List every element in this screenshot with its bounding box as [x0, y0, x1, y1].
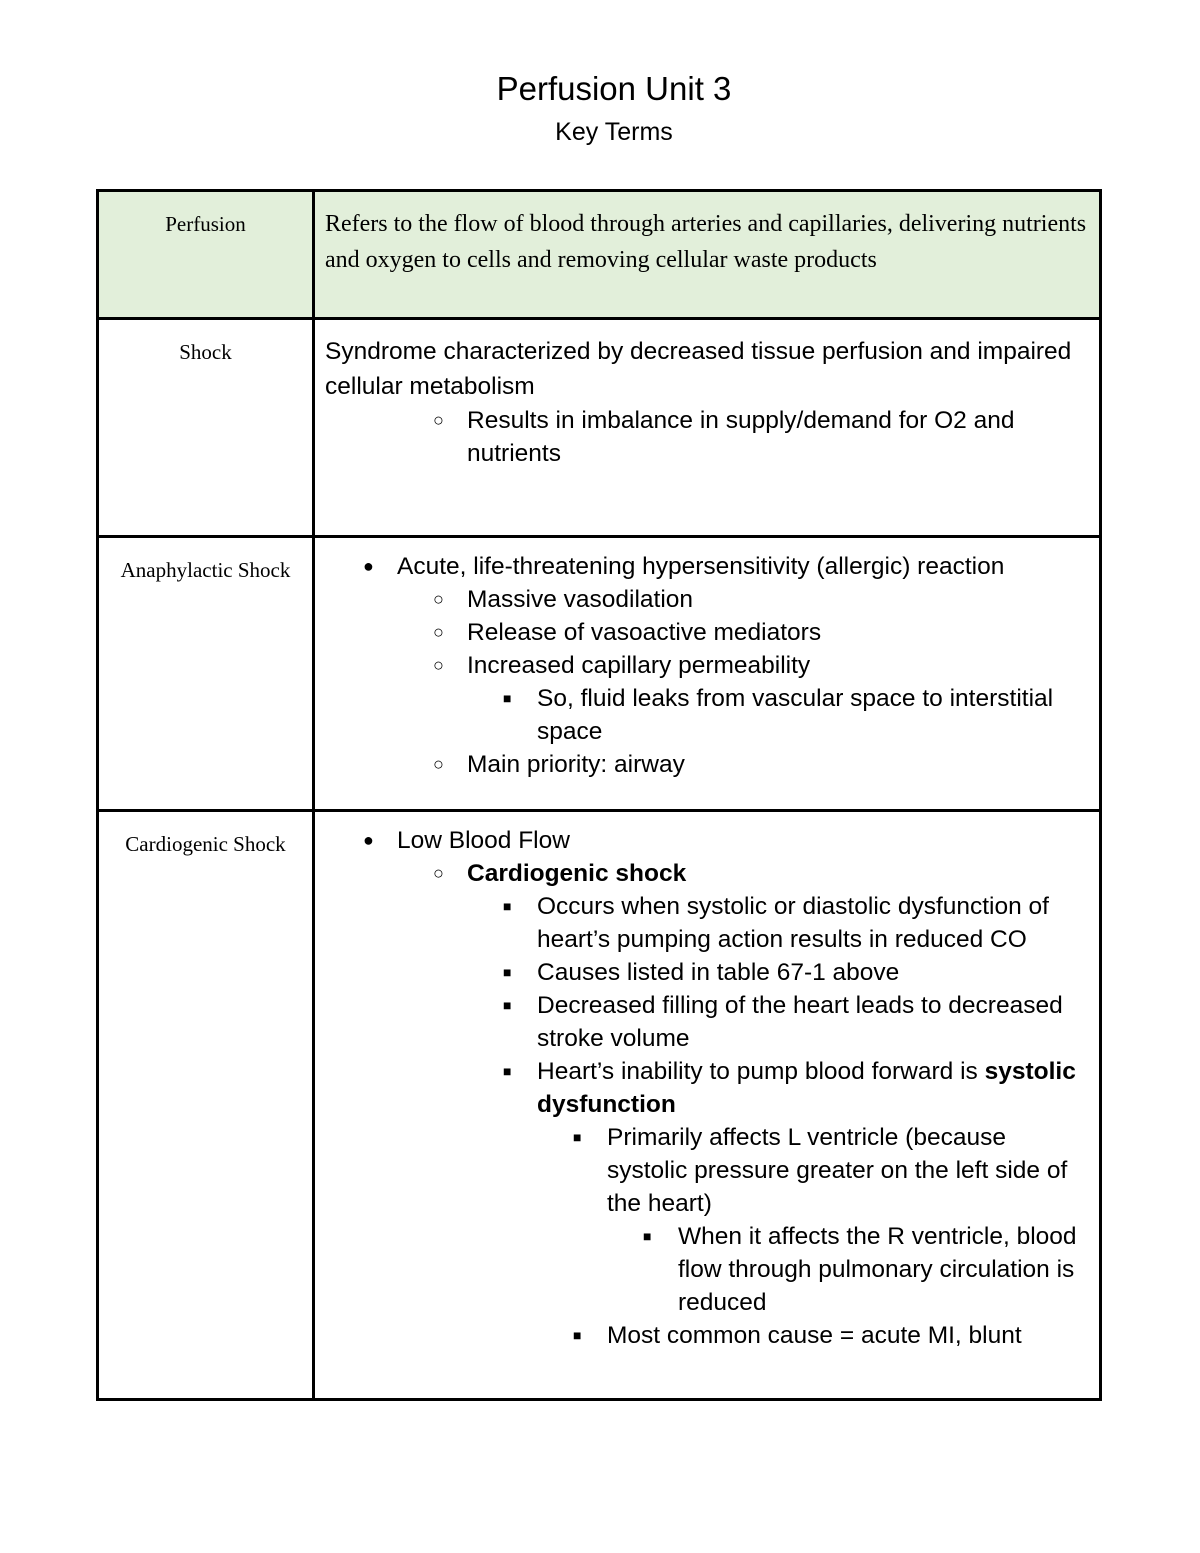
definition-cell: [314, 319, 1101, 537]
bullet-square-icon: ■: [573, 1129, 582, 1145]
table-row: [98, 811, 1101, 1400]
bullet-disc-icon: ●: [363, 830, 374, 850]
list-item: [325, 649, 1089, 682]
bullet-circle-icon: ○: [433, 589, 444, 609]
bullet-list: [325, 550, 1089, 781]
bullet-circle-icon: ○: [433, 754, 444, 774]
list-item: [325, 857, 1089, 890]
bullet-circle-icon: ○: [433, 863, 444, 883]
bullet-square-icon: ■: [503, 964, 512, 980]
item-text: Results in imbalance in supply/demand for O2 and nutrients: [467, 407, 1015, 467]
list-item: [325, 616, 1089, 649]
list-item: [325, 550, 1089, 583]
bold-text: Cardiogenic shock: [467, 860, 687, 887]
list-item: [325, 1220, 1089, 1319]
document-title: Perfusion Unit 3: [496, 70, 732, 107]
list-item: [325, 682, 1089, 748]
item-text: Decreased filling of the heart leads to decreased stroke volume: [537, 992, 1063, 1052]
item-text: Release of vasoactive mediators: [467, 619, 822, 646]
item-text: Main priority: airway: [467, 751, 685, 778]
item-text: When it affects the R ventricle, blood flow through pulmonary circulation is reduced: [678, 1223, 1077, 1316]
bullet-circle-icon: ○: [433, 655, 444, 675]
list-item: [325, 1055, 1089, 1121]
bullet-circle-icon: ○: [433, 410, 444, 430]
bullet-list: [325, 404, 1089, 470]
list-item: [325, 404, 1089, 470]
table-row: [98, 537, 1101, 811]
definition-cell: Refers to the flow of blood through arteries and capillaries, delivering nutrients and oxygen to cells and removing cellular waste products: [314, 191, 1101, 319]
term-cell: Shock: [98, 319, 314, 537]
item-text: Causes listed in table 67-1 above: [537, 959, 900, 986]
list-item: [325, 1121, 1089, 1220]
table-row: [98, 319, 1101, 537]
item-text: Heart’s inability to pump blood forward is: [537, 1058, 985, 1085]
term-cell: Anaphylactic Shock: [98, 537, 314, 811]
item-text: Increased capillary permeability: [467, 652, 811, 679]
list-item: [325, 890, 1089, 956]
bullet-circle-icon: ○: [433, 622, 444, 642]
bullet-square-icon: ■: [503, 997, 512, 1013]
key-terms-table: [96, 189, 1102, 1401]
list-item: [325, 1319, 1089, 1352]
definition-cell: [314, 537, 1101, 811]
bullet-square-icon: ■: [503, 1063, 512, 1079]
bullet-square-icon: ■: [643, 1228, 652, 1244]
item-text: Low Blood Flow: [397, 827, 570, 854]
bullet-disc-icon: ●: [363, 556, 374, 576]
document-subtitle: Key Terms: [555, 118, 673, 146]
item-text: Acute, life-threatening hypersensitivity (allergic) reaction: [397, 553, 1005, 580]
definition-text: Syndrome characterized by decreased tissue perfusion and impaired cellular metabolism: [325, 338, 1072, 400]
bullet-list: [325, 824, 1089, 1352]
bullet-square-icon: ■: [503, 690, 512, 706]
item-text: Massive vasodilation: [467, 586, 694, 613]
term-cell: Perfusion: [98, 191, 314, 319]
item-text: Most common cause = acute MI, blunt: [607, 1322, 1022, 1349]
list-item: [325, 956, 1089, 989]
bullet-square-icon: ■: [573, 1327, 582, 1343]
item-text: Occurs when systolic or diastolic dysfunction of heart’s pumping action results in reduced CO: [537, 893, 1049, 953]
item-text: Primarily affects L ventricle (because systolic pressure greater on the left side of the heart): [607, 1124, 1068, 1217]
list-item: [325, 824, 1089, 857]
list-item: [325, 989, 1089, 1055]
bullet-square-icon: ■: [503, 898, 512, 914]
list-item: [325, 583, 1089, 616]
table-row: [98, 191, 1101, 319]
item-text: So, fluid leaks from vascular space to interstitial space: [537, 685, 1054, 745]
term-cell: Cardiogenic Shock: [98, 811, 314, 1400]
definition-cell: [314, 811, 1101, 1400]
bold-text: systolic dysfunction: [537, 1058, 1076, 1118]
list-item: [325, 748, 1089, 781]
